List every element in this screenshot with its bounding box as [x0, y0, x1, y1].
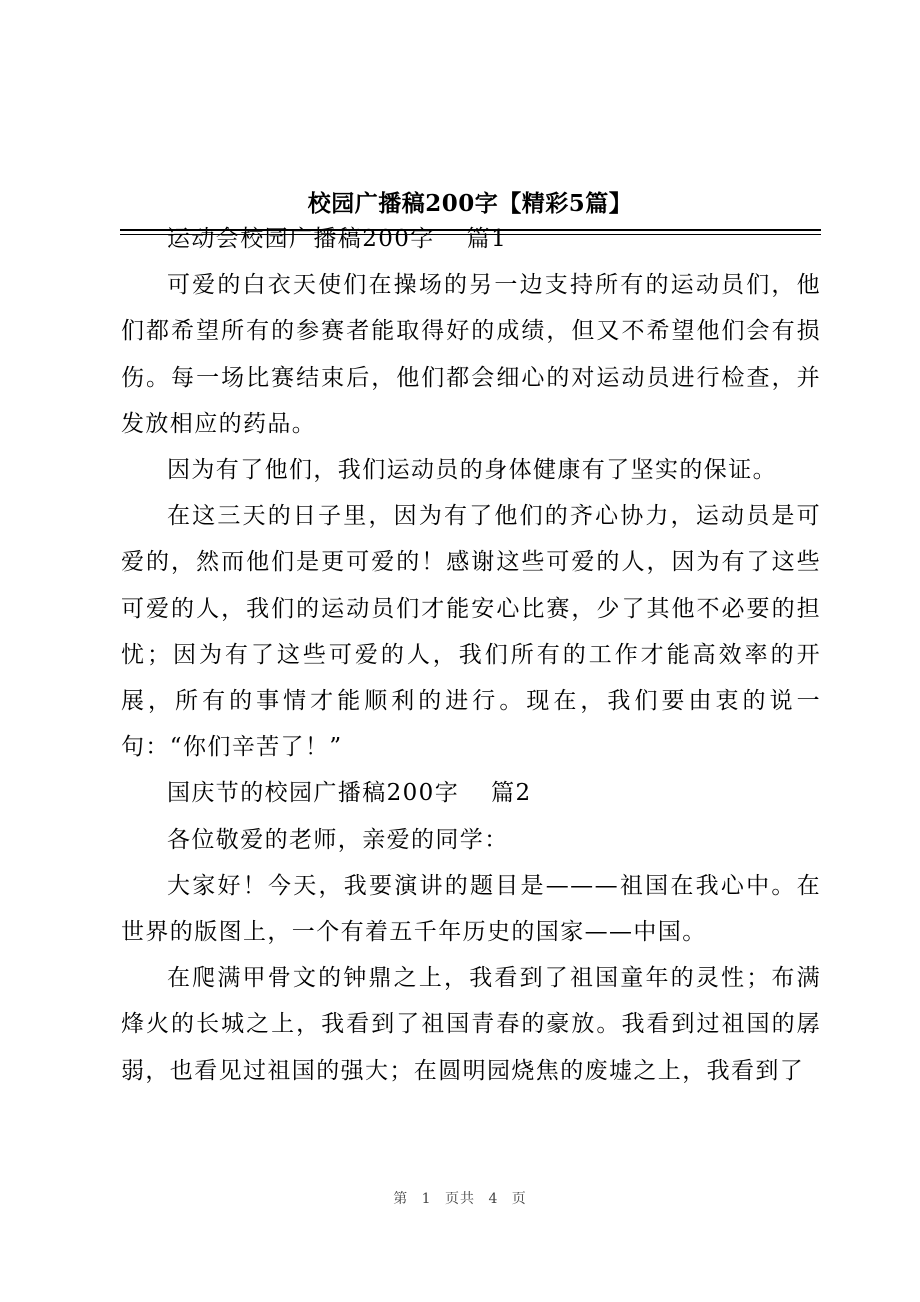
paragraph: 大家好！今天，我要演讲的题目是———祖国在我心中。在世界的版图上，一个有着五千年历史的国家——中国。 — [121, 872, 821, 946]
page-footer: 第 1 页共 4 页 — [393, 1191, 527, 1207]
section-heading-part: 篇1 — [466, 226, 508, 252]
document-title: 校园广播稿200字【精彩5篇】 — [307, 190, 633, 217]
paragraph: 在爬满甲骨文的钟鼎之上，我看到了祖国童年的灵性；布满烽火的长城之上，我看到了祖国青春的豪放。我看到过祖国的孱弱，也看见过祖国的强大；在圆明园烧焦的废墟之上，我看到了 — [121, 965, 821, 1084]
paragraph: 在这三天的日子里，因为有了他们的齐心协力，运动员是可爱的，然而他们是更可爱的！感谢这些可爱的人，因为有了这些可爱的人，我们的运动员们才能安心比赛，少了其他不必要的担忧；因为有了这些可爱的人，我们所有的工作才能高效率的开展，所有的事情才能顺利的进行。现在，我们要由衷的说一句：“你们辛苦了！” — [121, 503, 821, 761]
section-heading-main: 运动会校园广播稿200字 — [167, 226, 435, 252]
paragraph: 可爱的白衣天使们在操场的另一边支持所有的运动员们，他们都希望所有的参赛者能取得好的成绩，但又不希望他们会有损伤。每一场比赛结束后，他们都会细心的对运动员进行检查，并发放相应的药品。 — [121, 272, 821, 437]
section-heading-main: 国庆节的校园广播稿200字 — [167, 780, 460, 807]
section-heading-part: 篇2 — [491, 780, 532, 807]
paragraph: 各位敬爱的老师，亲爱的同学： — [167, 826, 509, 853]
section-heading — [121, 770, 821, 816]
paragraph: 因为有了他们，我们运动员的身体健康有了坚实的保证。 — [167, 457, 777, 484]
section-heading — [121, 216, 821, 262]
document-body — [121, 216, 821, 1094]
